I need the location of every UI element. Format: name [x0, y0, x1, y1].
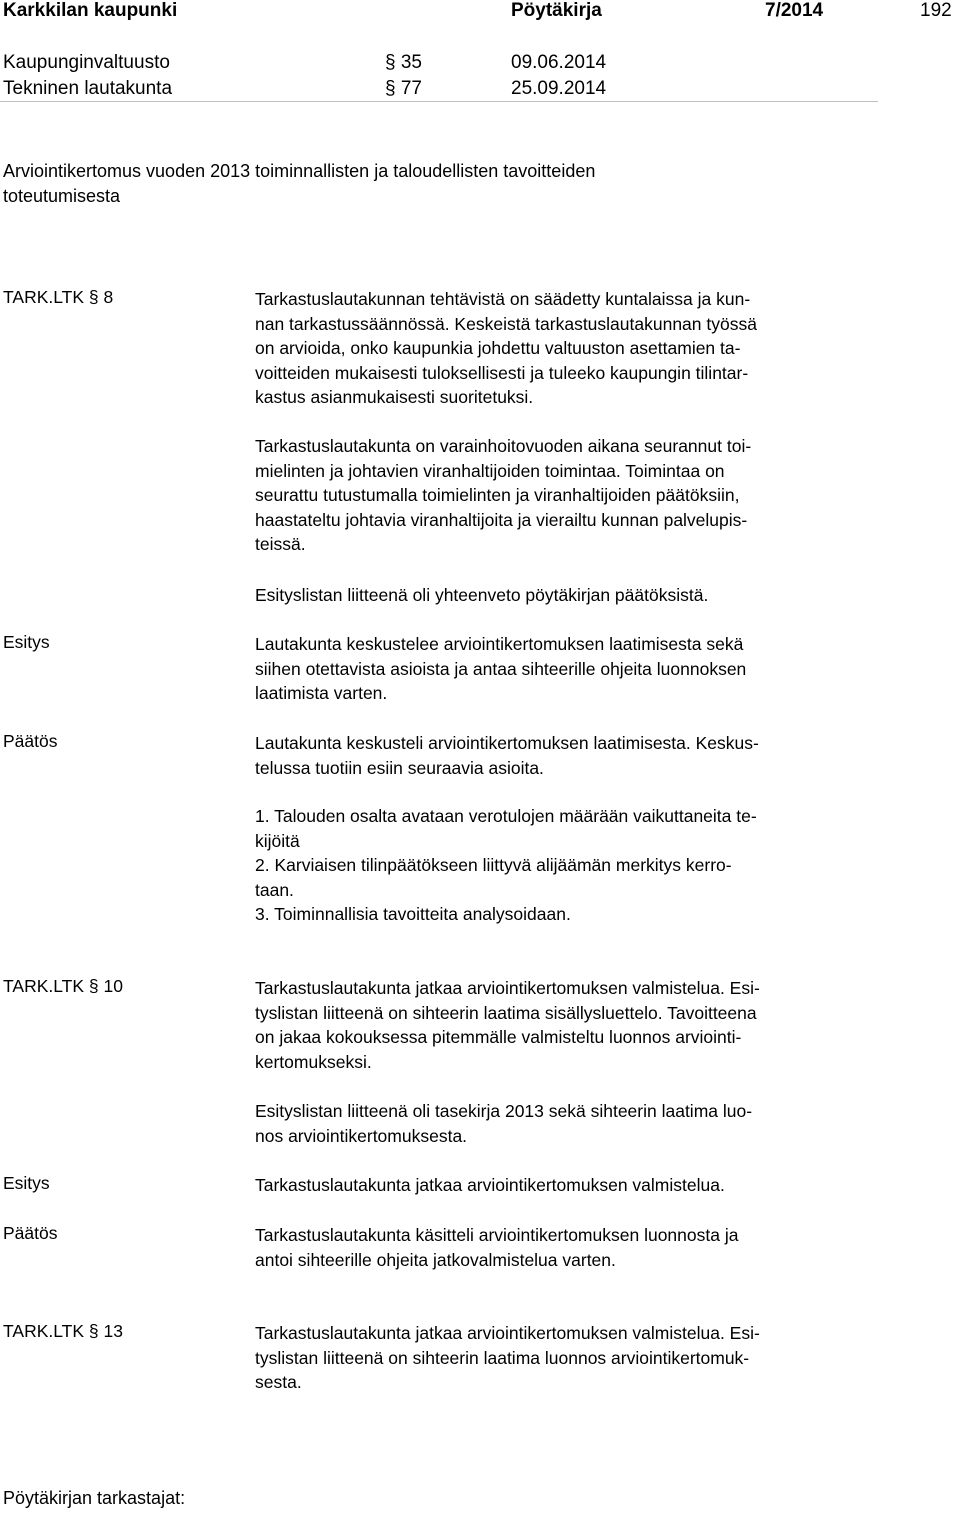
paragraph-line: tyslistan liitteenä on sihteerin laatima sisällysluettelo. Tavoitteena [255, 1002, 757, 1023]
paragraph [255, 287, 895, 410]
paragraph-line: sesta. [255, 1372, 302, 1392]
paragraph [255, 1099, 895, 1148]
paragraph-line: haastateltu johtavia viranhaltijoita ja vierailtu kunnan palvelupis- [255, 509, 748, 530]
paragraph [255, 976, 895, 1074]
paragraph-line: tyslistan liitteenä on sihteerin laatima luonnos arviointikertomuk- [255, 1347, 750, 1368]
paragraph-line: siihen otettavista asioista ja antaa sihteerille ohjeita luonnoksen [255, 658, 747, 679]
decision-label: Päätös [3, 731, 58, 751]
section-label: TARK.LTK § 8 [3, 287, 114, 307]
paragraph [255, 434, 895, 557]
document-type: Pöytäkirja [511, 0, 602, 21]
paragraph-line: Tarkastuslautakunnan tehtävistä on säädetty kuntalaissa ja kun- [255, 289, 751, 309]
paragraph-line: Lautakunta keskusteli arviointikertomuksen laatimisesta. Keskus- [255, 733, 759, 753]
paragraph-line: mielinten ja johtavien viranhaltijoiden toimintaa. Toimintaa on [255, 460, 725, 481]
paragraph-line: voitteiden mukaisesti tuloksellisesti ja tuleeko kaupungin tilintar- [255, 362, 749, 383]
decision-label: Päätös [3, 1223, 58, 1243]
decision-text [255, 1223, 895, 1272]
paragraph-line: Tarkastuslautakunta jatkaa arviointikertomuksen valmistelua. [255, 1175, 725, 1195]
proposal-label: Esitys [3, 632, 50, 652]
header-body-1: Kaupunginvaltuusto [3, 52, 170, 73]
paragraph [255, 1321, 895, 1395]
header-date-2: 25.09.2014 [511, 78, 607, 99]
paragraph-line: Lautakunta keskustelee arviointikertomuksen laatimisesta sekä [255, 634, 744, 654]
decision-text [255, 731, 895, 780]
paragraph-line: Esityslistan liitteenä oli yhteenveto pöytäkirjan päätöksistä. [255, 585, 709, 605]
paragraph-line: Tarkastuslautakunta jatkaa arviointikertomuksen valmistelua. Esi- [255, 978, 760, 998]
page-number: 192 [920, 0, 952, 21]
paragraph-line: Tarkastuslautakunta jatkaa arviointikertomuksen valmistelua. Esi- [255, 1323, 760, 1343]
page-title-line-2: toteutumisesta [3, 186, 121, 206]
organization-name: Karkkilan kaupunki [3, 0, 178, 21]
header-divider [0, 101, 878, 102]
header-section-2: § 77 [385, 78, 422, 99]
paragraph-line: nan tarkastussäännössä. Keskeistä tarkastuslautakunnan työssä [255, 313, 757, 334]
paragraph-line: laatimista varten. [255, 683, 388, 703]
proposal-text [255, 1173, 895, 1198]
paragraph-line: teissä. [255, 534, 306, 554]
paragraph [255, 583, 895, 608]
paragraph-line: Tarkastuslautakunta käsitteli arviointikertomuksen luonnosta ja [255, 1225, 739, 1245]
paragraph-line: seurattu tutustumalla toimielinten ja viranhaltijoiden päätöksiin, [255, 485, 740, 505]
list-item: 2. Karviaisen tilinpäätökseen liittyvä alijäämän merkitys kerro- [255, 855, 732, 875]
page-title-line-1: Arviointikertomus vuoden 2013 toiminnallisten ja taloudellisten tavoitteiden [3, 161, 596, 181]
list-item: kijöitä [255, 830, 300, 851]
paragraph-line: nos arviointikertomuksesta. [255, 1125, 468, 1146]
paragraph-line: kertomukseksi. [255, 1051, 372, 1072]
document-number: 7/2014 [765, 0, 824, 21]
paragraph-line: Esityslistan liitteenä oli tasekirja 2013 sekä sihteerin laatima luo- [255, 1101, 753, 1121]
paragraph-line: Tarkastuslautakunta on varainhoitovuoden aikana seurannut toi- [255, 436, 752, 456]
paragraph-line: antoi sihteerille ohjeita jatkovalmistelua varten. [255, 1249, 616, 1270]
proposal-label: Esitys [3, 1173, 50, 1193]
list-item: 3. Toiminnallisia tavoitteita analysoidaan. [255, 904, 571, 924]
section-label: TARK.LTK § 10 [3, 976, 123, 996]
numbered-list [255, 804, 895, 927]
proposal-text [255, 632, 895, 706]
header-date-1: 09.06.2014 [511, 52, 607, 73]
list-item: taan. [255, 879, 294, 900]
paragraph-line: telussa tuotiin esiin seuraavia asioita. [255, 757, 544, 778]
section-label: TARK.LTK § 13 [3, 1321, 123, 1341]
header-body-2: Tekninen lautakunta [3, 78, 173, 99]
signature-label: Pöytäkirjan tarkastajat: [3, 1488, 186, 1508]
list-item: 1. Talouden osalta avataan verotulojen määrään vaikuttaneita te- [255, 806, 757, 826]
header-section-1: § 35 [385, 52, 422, 73]
paragraph-line: on jakaa kokouksessa pitemmälle valmisteltu luonnos arviointi- [255, 1027, 742, 1047]
paragraph-line: kastus asianmukaisesti suoritetuksi. [255, 387, 534, 407]
paragraph-line: on arvioida, onko kaupunkia johdettu valtuuston asettamien ta- [255, 338, 741, 358]
